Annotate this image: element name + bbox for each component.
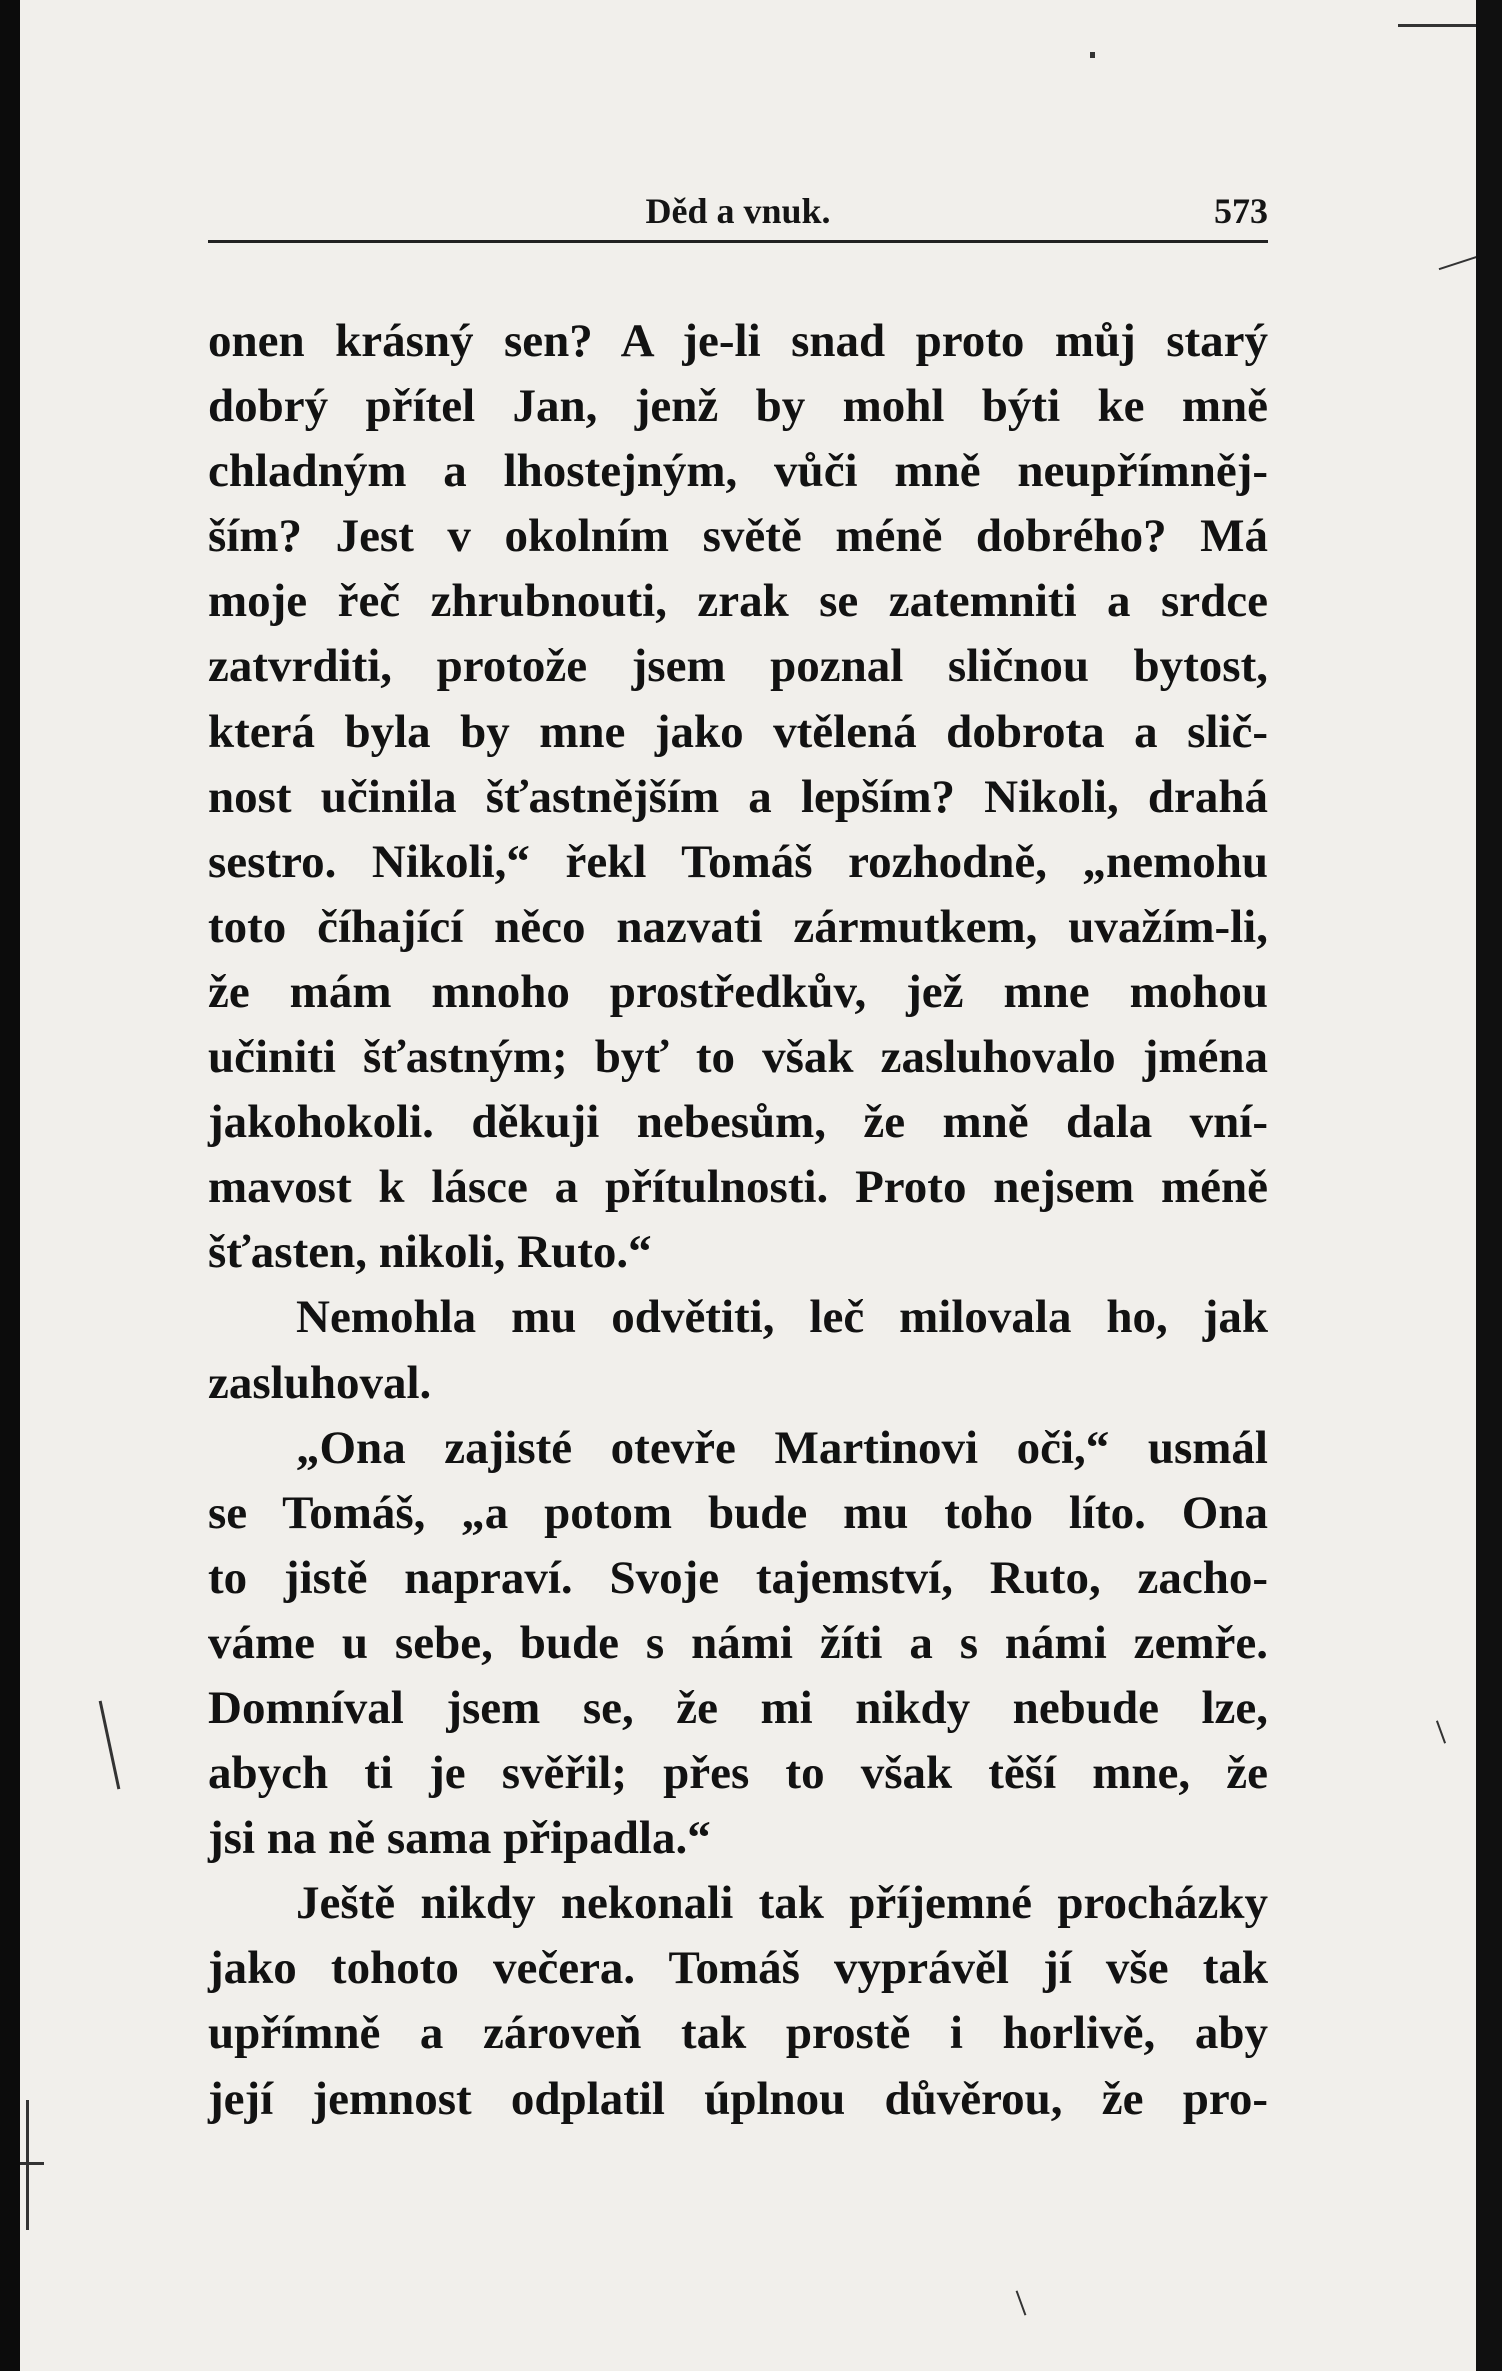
text-line: jako tohoto večera. Tomáš vyprávěl jí vše tak xyxy=(208,1942,1268,1995)
text-line: mavost k lásce a přítulnosti. Proto nejsem méně xyxy=(208,1161,1268,1214)
scan-mark xyxy=(99,1701,121,1790)
text-line: onen krásný sen? A je-li snad proto můj starý xyxy=(208,315,1268,367)
body-text xyxy=(208,309,1268,2132)
text-line: chladným a lhostejným, vůči mně neupřímněj- xyxy=(208,445,1268,498)
text-line: zatvrditi, protože jsem poznal sličnou bytost, xyxy=(208,640,1268,693)
text-line: sestro. Nikoli,“ řekl Tomáš rozhodně, „nemohu xyxy=(208,835,1268,888)
scan-mark xyxy=(26,2100,29,2230)
scan-mark xyxy=(1439,256,1478,270)
text-line: „Ona zajisté otevře Martinovi oči,“ usmál xyxy=(296,1421,1268,1474)
text-line: že mám mnoho prostředkův, jež mne mohou xyxy=(208,965,1268,1018)
text-line: šťasten, nikoli, Ruto.“ xyxy=(208,1226,652,1279)
text-line: její jemnost odplatil úplnou důvěrou, že pro- xyxy=(208,2072,1268,2125)
text-line: abych ti je svěřil; přes to však těší mne, že xyxy=(208,1747,1268,1800)
text-line: která byla by mne jako vtělená dobrota a slič- xyxy=(208,705,1268,758)
text-line: zasluhoval. xyxy=(208,1356,432,1409)
scan-mark xyxy=(1016,2290,1027,2315)
scan-right-border xyxy=(1476,0,1502,2371)
text-line: to jistě napraví. Svoje tajemství, Ruto, zacho- xyxy=(208,1551,1268,1604)
scan-mark xyxy=(1398,24,1478,27)
text-line: učiniti šťastným; byť to však zasluhovalo jména xyxy=(208,1031,1268,1084)
text-line: moje řeč zhrubnouti, zrak se zatemniti a srdce xyxy=(208,575,1268,628)
scan-mark xyxy=(1436,1720,1446,1743)
text-line: jsi na ně sama připadla.“ xyxy=(208,1812,711,1865)
page-header xyxy=(208,178,1268,243)
scan-mark xyxy=(20,2162,44,2165)
scan-left-border xyxy=(0,0,20,2371)
text-line: upřímně a zároveň tak prostě i horlivě, aby xyxy=(208,2007,1268,2060)
text-line: Nemohla mu odvětiti, leč milovala ho, jak xyxy=(296,1291,1268,1344)
text-line: dobrý přítel Jan, jenž by mohl býti ke mně xyxy=(208,380,1268,433)
scan-mark xyxy=(1090,52,1095,58)
text-line: nost učinila šťastnějším a lepším? Nikoli, drahá xyxy=(208,770,1268,823)
text-line: jakohokoli. děkuji nebesům, že mně dala vní- xyxy=(208,1096,1268,1149)
text-line: Domníval jsem se, že mi nikdy nebude lze, xyxy=(208,1681,1268,1734)
page-number: 573 xyxy=(1214,191,1268,231)
text-line: ším? Jest v okolním světě méně dobrého? Má xyxy=(208,510,1268,563)
text-line: váme u sebe, bude s námi žíti a s námi zemře. xyxy=(208,1616,1268,1669)
text-line: se Tomáš, „a potom bude mu toho líto. Ona xyxy=(208,1486,1268,1539)
running-title: Děd a vnuk. xyxy=(645,191,831,231)
text-line: Ještě nikdy nekonali tak příjemné procházky xyxy=(296,1877,1268,1930)
text-line: toto číhající něco nazvati zármutkem, uvažím-li, xyxy=(208,900,1268,953)
